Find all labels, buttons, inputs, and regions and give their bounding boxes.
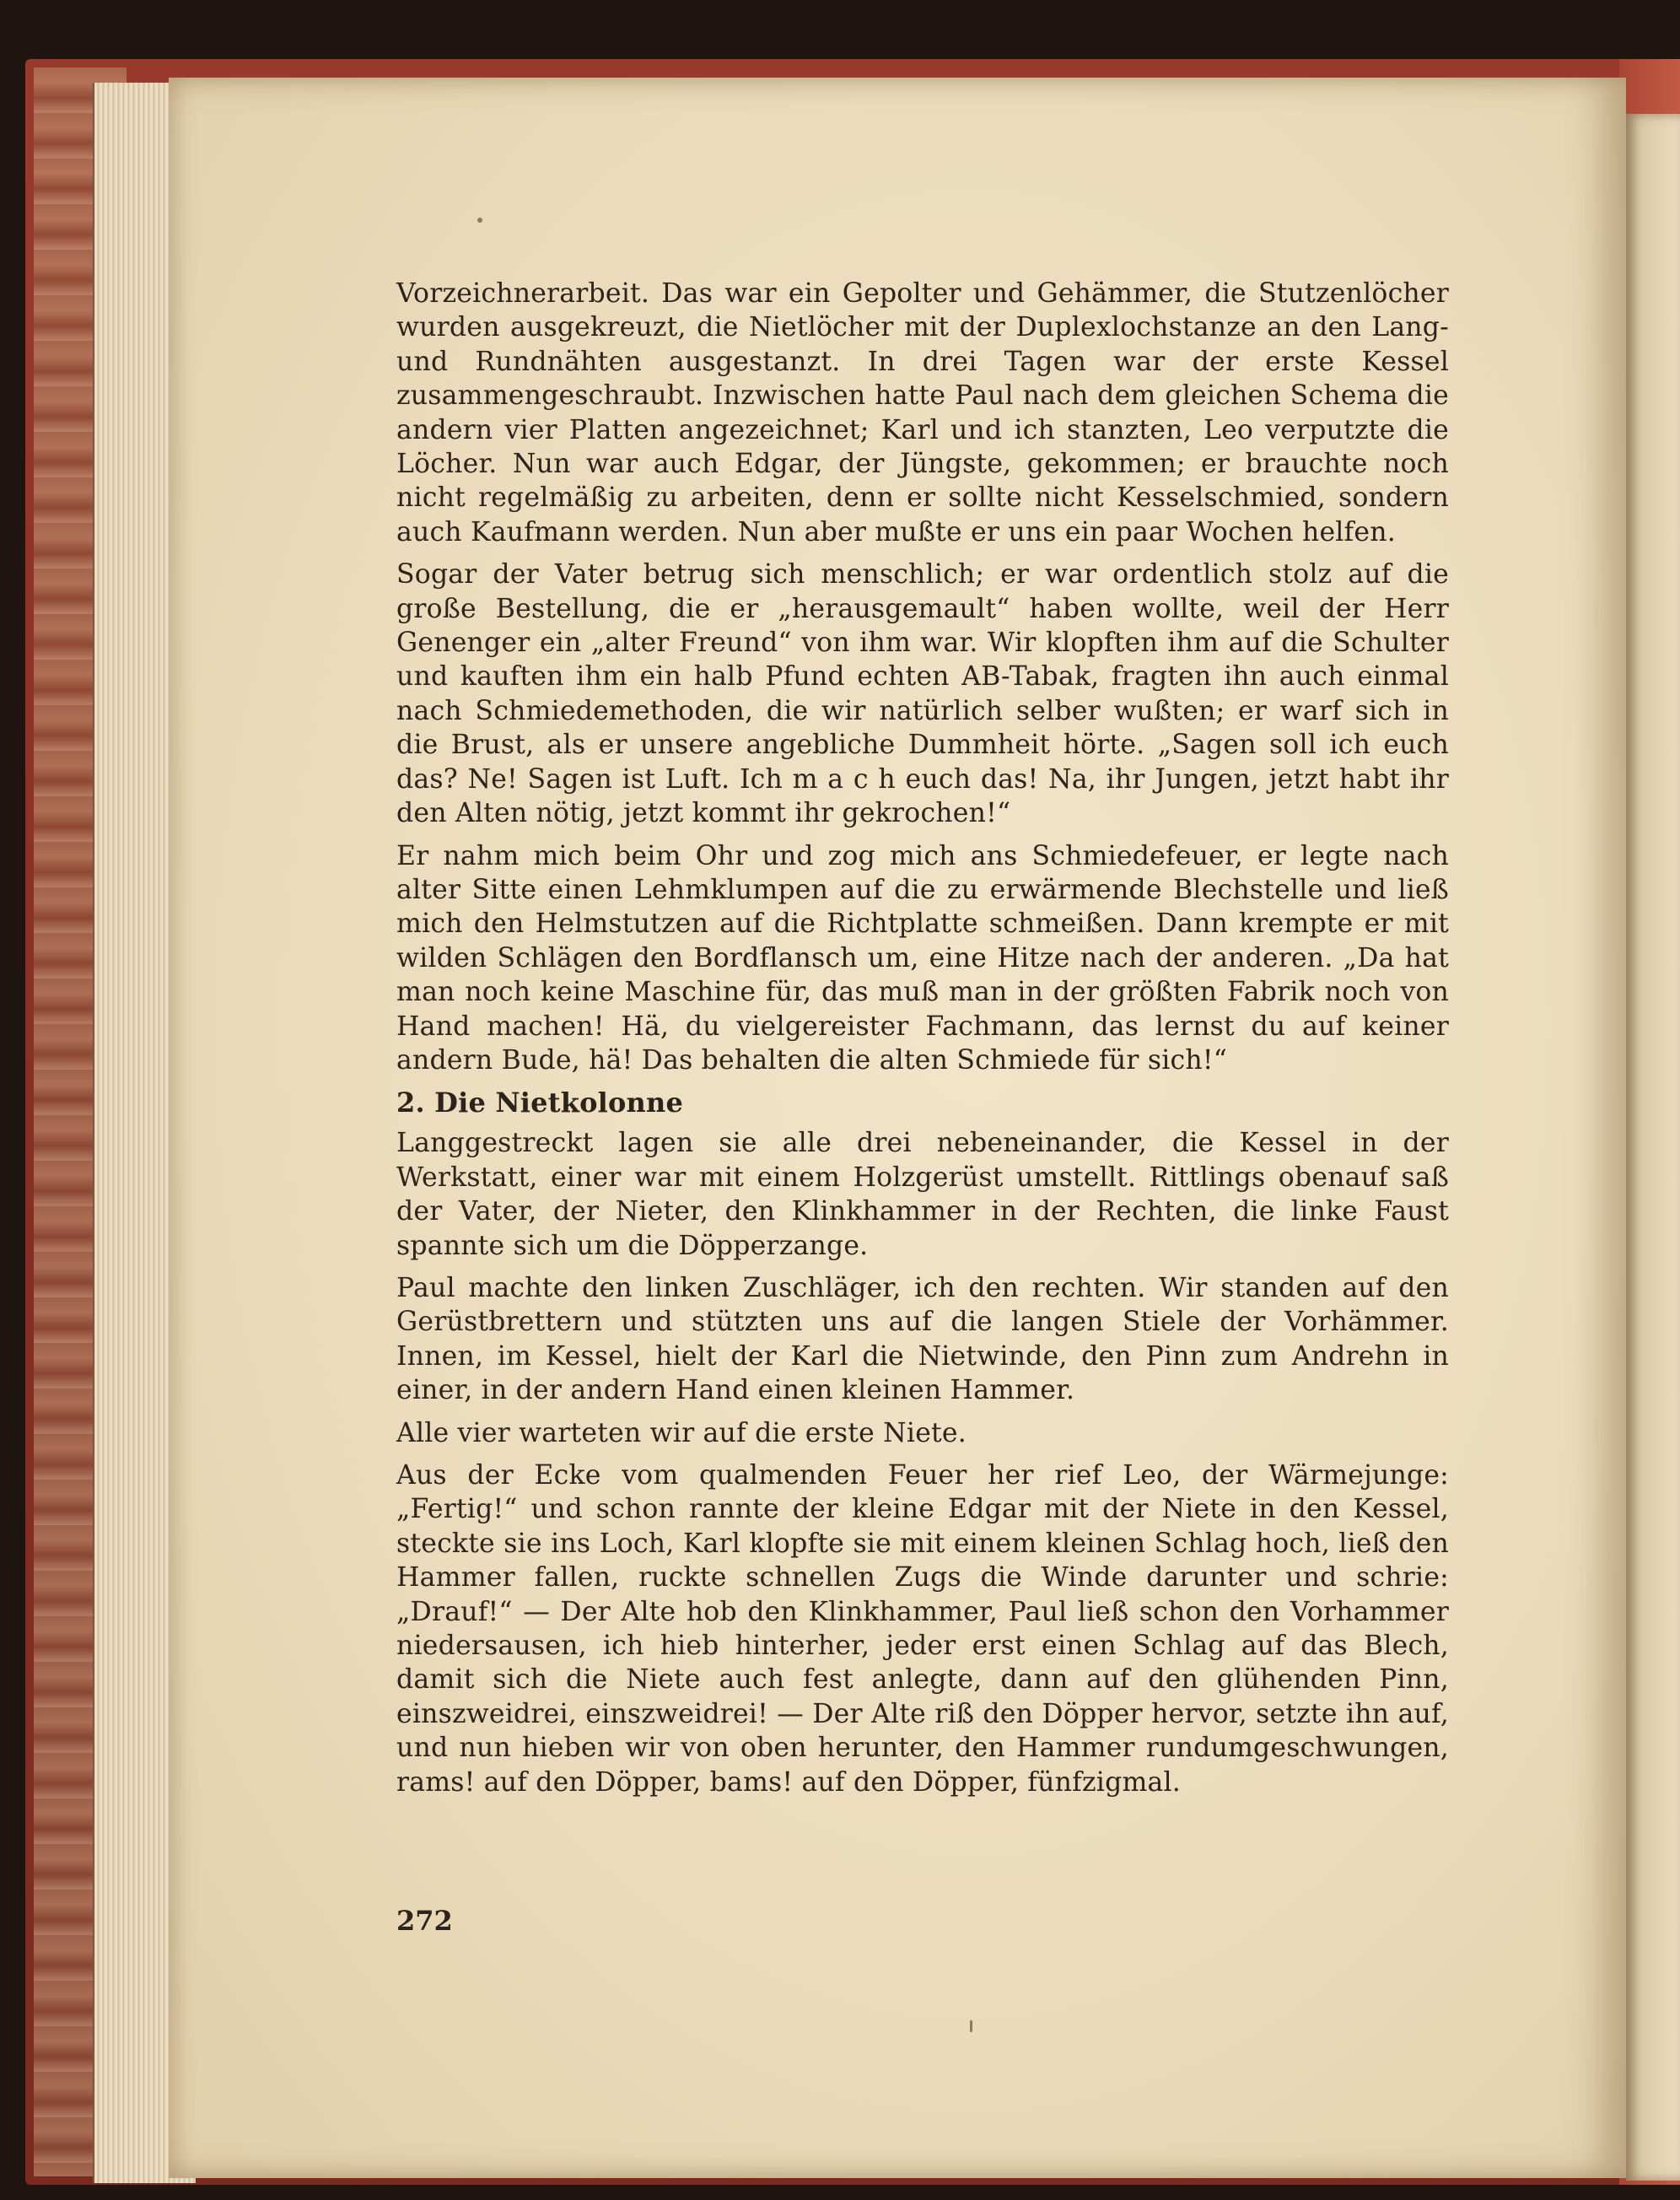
paragraph-6: Alle vier warteten wir auf die erste Niete. (396, 1417, 967, 1448)
section-heading: 2. Die Nietkolonne (396, 1087, 684, 1119)
paragraph-1: Vorzeichnerarbeit. Das war ein Gepolter und Gehämmer, die Stutzenlöcher wurden ausgekreuzt, die Nietlöcher mit der Duplexlochstanze an den Lang- und Rundnähten ausgestanzt. In drei Tagen war der erste Kessel zusammengeschraubt. Inzwischen hatte Paul nach dem gleichen Schema die andern vier Platten angezeichnet; Karl und ich stanzten, Leo verputzte die Löcher. Nun war auch Edgar, der Jüngste, gekommen; er brauchte noch nicht regelmäßig zu arbeiten, denn er sollte nicht Kesselschmied, sondern auch Kaufmann werden. Nun aber mußte er uns ein paar Wochen helfen. (396, 278, 1449, 547)
page-number: 272 (396, 1905, 453, 1937)
facing-page (1626, 114, 1680, 2181)
paragraph-7: Aus der Ecke vom qualmenden Feuer her rief Leo, der Wärmejunge: „Fertig!“ und schon rannte der kleine Edgar mit der Niete in den Kessel, steckte sie ins Loch, Karl klopfte sie mit einem kleinen Schlag hoch, ließ den Hammer fallen, ruckte schnellen Zugs die Winde darunter und schrie: „Drauf!“ — Der Alte hob den Klinkhammer, Paul ließ schon den Vorhammer niedersausen, ich hieb hinterher, jeder erst einen Schlag auf das Blech, damit sich die Niete auch fest anlegte, dann auf den glühenden Pinn, einszweidrei, einszweidrei! — Der Alte riß den Döpper hervor, setzte ihn auf, und nun hieben wir von oben herunter, den Hammer rundumgeschwungen, rams! auf den Döpper, bams! auf den Döpper, fünfzigmal. (396, 1460, 1449, 1798)
paragraph-4: Langgestreckt lagen sie alle drei nebeneinander, die Kessel in der Werkstatt, einer war mit einem Holzgerüst umstellt. Rittlings obenauf saß der Vater, der Nieter, den Klinkhammer in der Rechten, die linke Faust spannte sich um die Döpperzange. (396, 1128, 1449, 1261)
paragraph-2: Sogar der Vater betrug sich menschlich; er war ordentlich stolz auf die große Bestellung, die er „herausgemault“ haben wollte, weil der Herr Genenger ein „alter Freund“ von ihm war. Wir klopften ihm auf die Schulter und kauften ihm ein halb Pfund echten AB-Tabak, fragten ihn auch einmal nach Schmiedemethoden, die wir natürlich selber wußten; er warf sich in die Brust, als er unsere angebliche Dummheit hörte. „Sagen soll ich euch das? Ne! Sagen ist Luft. Ich m a c h euch das! Na, ihr Jungen, jetzt habt ihr den Alten nötig, jetzt kommt ihr gekrochen!“ (396, 559, 1449, 829)
paper-speck (477, 218, 482, 223)
body-text (396, 277, 1449, 1808)
paragraph-5: Paul machte den linken Zuschläger, ich den rechten. Wir standen auf den Gerüstbrettern und stützten uns auf die langen Stiele der Vorhämmer. Innen, im Kessel, hielt der Karl die Nietwinde, den Pinn zum Andrehn in einer, in der andern Hand einen kleinen Hammer. (396, 1272, 1449, 1406)
paragraph-3: Er nahm mich beim Ohr und zog mich ans Schmiedefeuer, er legte nach alter Sitte einen Lehmklumpen auf die zu erwärmende Blechstelle und ließ mich den Helmstutzen auf die Richtplatte schmeißen. Dann krempte er mit wilden Schlägen den Bordflansch um, eine Hitze nach der anderen. „Da hat man noch keine Maschine für, das muß man in der größten Fabrik noch von Hand machen! Hä, du vielgereister Fachmann, das lernst du auf keiner andern Bude, hä! Das behalten die alten Schmiede für sich!“ (396, 840, 1449, 1076)
paper-mark (970, 2020, 972, 2032)
